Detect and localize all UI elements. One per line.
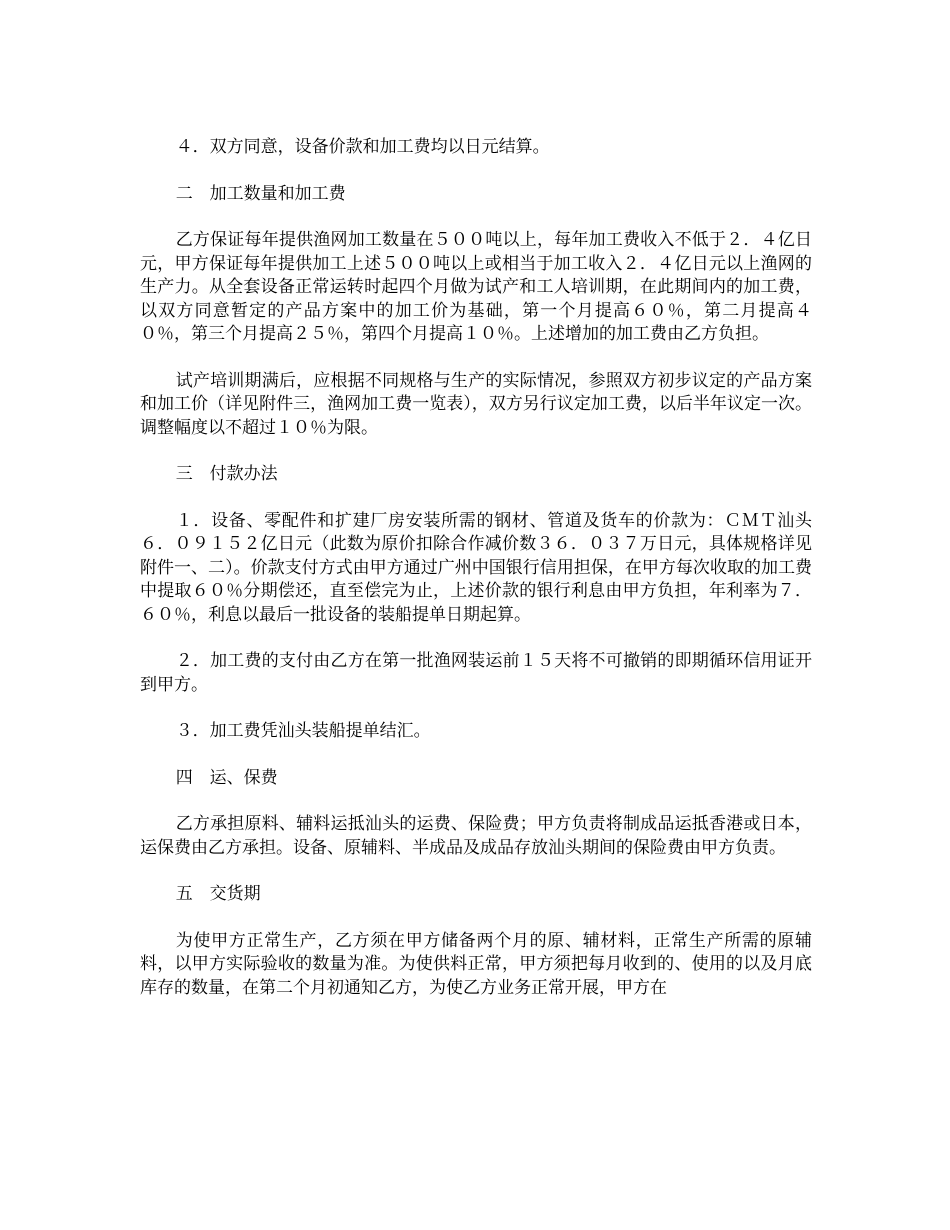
document-page [140,136,812,1023]
section-heading-4: 四 运、保费 [175,767,278,788]
section-heading-2: 二 加工数量和加工费 [175,183,346,204]
payment-clause-1: １．设备、零配件和扩建厂房安装所需的钢材、管道及货车的价款为：ＣＭＴ汕头６．０９１５２亿日元（此数为原价扣除合作减价数３６．０３７万日元，具体规格详见附件一、二）。价款支付方式由甲方通过广州中国银行信用担保，在甲方每次收取的加工费中提取６０％分期偿还，直至偿完为止，上述价款的银行利息由甲方负担，年利率为７．６０％，利息以最后一批设备的装船提单日期起算。 [140,510,812,625]
payment-clause-3: ３．加工费凭汕头装船提单结汇。 [175,721,431,741]
trial-period-paragraph: 试产培训期满后，应根据不同规格与生产的实际情况，参照双方初步议定的产品方案和加工价（详见附件三，渔网加工费一览表），双方另行议定加工费，以后半年议定一次。调整幅度以不超过１０％为限。 [140,370,812,438]
clause-4-settlement: ４．双方同意，设备价款和加工费均以日元结算。 [175,137,550,157]
payment-clause-2: ２．加工费的支付由乙方在第一批渔网装运前１５天将不可撤销的即期循环信用证开到甲方。 [140,651,812,695]
section-heading-3: 三 付款办法 [175,464,278,484]
delivery-paragraph: 为使甲方正常生产，乙方须在甲方储备两个月的原、辅材料，正常生产所需的原辅料，以甲方实际验收的数量为准。为使供料正常，甲方须把每月收到的、使用的以及月底库存的数量，在第二个月初通知乙方，为使乙方业务正常开展，甲方在 [140,930,812,998]
freight-insurance-paragraph: 乙方承担原料、辅料运抵汕头的运费、保险费；甲方负责将制成品运抵香港或日本，运保费由乙方承担。设备、原辅料、半成品及成品存放汕头期间的保险费由甲方负责。 [140,814,812,858]
processing-quantity-paragraph: 乙方保证每年提供渔网加工数量在５００吨以上，每年加工费收入不低于２．４亿日元，甲方保证每年提供加工上述５００吨以上或相当于加工收入２．４亿日元以上渔网的生产力。从全套设备正常运转时起四个月做为试产和工人培训期，在此期间内的加工费，以双方同意暂定的产品方案中的加工价为基础，第一个月提高６０％，第二月提高４０％，第三个月提高２５％，第四个月提高１０％。上述增加的加工费由乙方负担。 [140,230,812,344]
section-heading-5: 五 交货期 [175,884,261,904]
